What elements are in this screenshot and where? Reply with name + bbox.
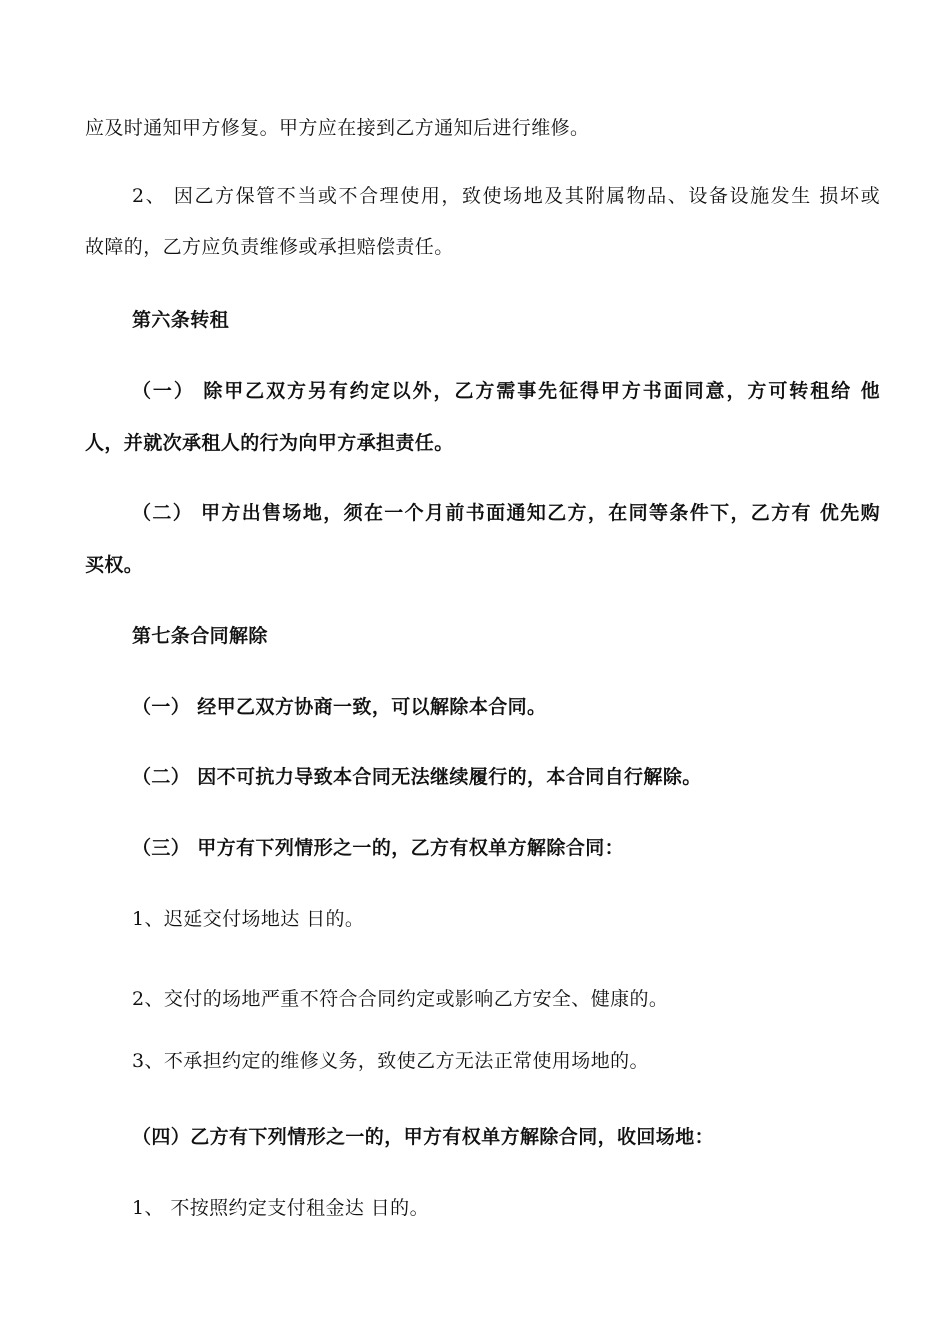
clause-2-line-1: 2、 因乙方保管不当或不合理使用，致使场地及其附属物品、设备设施发生 损坏或 [132,185,880,207]
article-6-heading: 第六条转租 [132,309,230,331]
article-7-item-1: （一） 经甲乙双方协商一致，可以解除本合同。 [132,696,547,718]
item-3-sub-1: 1、迟延交付场地达 日的。 [132,908,365,930]
paragraph-line: 应及时通知甲方修复。甲方应在接到乙方通知后进行维修。 [85,117,590,139]
clause-2-line-2: 故障的，乙方应负责维修或承担赔偿责任。 [85,236,454,258]
article-6-item-2-line-2: 买权。 [85,554,144,576]
item-4-sub-1: 1、 不按照约定支付租金达 日的。 [132,1197,429,1219]
article-7-item-4: （四）乙方有下列情形之一的，甲方有权单方解除合同，收回场地： [132,1126,715,1148]
article-7-item-3: （三） 甲方有下列情形之一的，乙方有权单方解除合同： [132,837,625,859]
article-7-item-2: （二） 因不可抗力导致本合同无法继续履行的，本合同自行解除。 [132,766,702,788]
article-6-item-2-line-1: （二） 甲方出售场地，须在一个月前书面通知乙方，在同等条件下，乙方有 优先购 [132,502,880,524]
article-7-heading: 第七条合同解除 [132,625,268,647]
item-3-sub-3: 3、不承担约定的维修义务，致使乙方无法正常使用场地的。 [132,1050,649,1072]
article-6-item-1-line-2: 人，并就次承租人的行为向甲方承担责任。 [85,432,454,454]
item-3-sub-2: 2、交付的场地严重不符合合同约定或影响乙方安全、健康的。 [132,988,669,1010]
article-6-item-1-line-1: （一） 除甲乙双方另有约定以外，乙方需事先征得甲方书面同意，方可转租给 他 [132,380,880,402]
